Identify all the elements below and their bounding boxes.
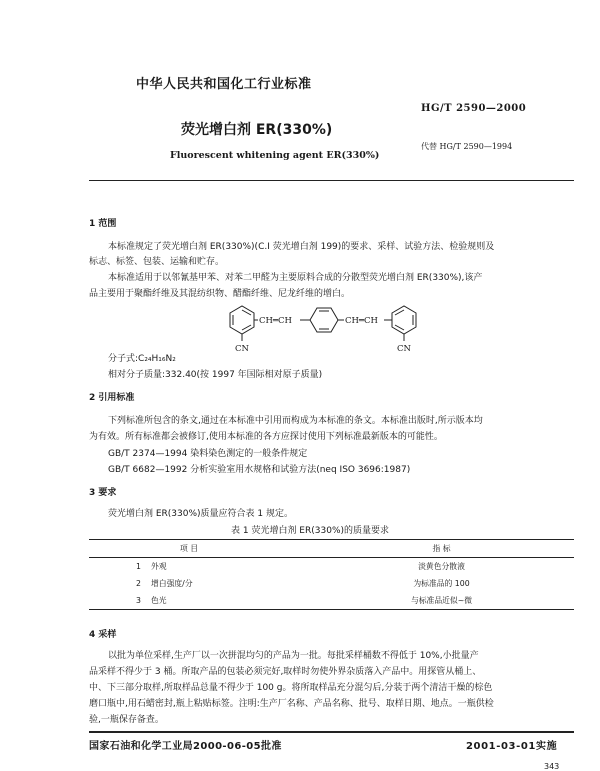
s4-para-line5: 验,一瓶保存备查。	[89, 715, 164, 725]
page-number: 343	[544, 762, 560, 771]
s4-para-line3: 中、下三部分取样,所取样品总量不得少于 100 g。将所取样品充分混匀后,分装于两个清洁干燥的棕色	[89, 683, 493, 693]
cyano-group-left: CN	[235, 344, 249, 354]
table-caption: 表 1 荧光增白剂 ER(330%)的质量要求	[231, 526, 390, 536]
s1-para2-line1: 本标准适用于以邻氰基甲苯、对苯二甲醛为主要原料合成的分散型荧光增白剂 ER(330%),该产	[108, 273, 483, 283]
s4-para-line4: 磨口瓶中,用石蜡密封,瓶上粘贴标签。注明:生产厂名称、产品名称、批号、取样日期、地点。一瓶供检	[89, 699, 494, 709]
s1-para2-line2: 品主要用于聚酯纤维及其混纺织物、醋酯纤维、尼龙纤维的增白。	[89, 289, 351, 299]
reference-standard-1: GB/T 2374—1994 染料染色测定的一般条件规定	[108, 449, 308, 459]
s1-para1-line2: 标志、标签、包装、运输和贮存。	[89, 257, 225, 267]
footer-rule	[89, 731, 574, 733]
row-spec: 为标准品的 100	[413, 579, 470, 588]
header-rule	[89, 180, 574, 181]
issuer-title: 中华人民共和国化工行业标准	[136, 77, 312, 92]
header-spec: 指 标	[432, 544, 451, 553]
standard-number: HG/T 2590—2000	[421, 103, 527, 114]
row-number: 3	[136, 596, 141, 605]
molecular-formula: 分子式:C₂₄H₁₆N₂	[108, 354, 176, 364]
row-item: 增白强度/分	[151, 579, 193, 588]
structural-formula	[0, 301, 600, 361]
replaces-note: 代替 HG/T 2590—1994	[421, 142, 513, 151]
english-title: Fluorescent whitening agent ER(330%)	[170, 150, 380, 161]
molecular-mass: 相对分子质量:332.40(按 1997 年国际相对原子质量)	[108, 370, 323, 380]
quality-requirements-table	[89, 539, 574, 610]
s4-para-line2: 品采样不得少于 3 桶。所取产品的包装必须完好,取样时勿使外界杂质落入产品中。用探管从桶上、	[89, 667, 482, 677]
row-number: 1	[136, 562, 141, 571]
s1-para1-line1: 本标准规定了荧光增白剂 ER(330%)(C.I 荧光增白剂 199)的要求、采样、试验方法、检验规则及	[108, 242, 495, 252]
s2-para-line1: 下列标准所包含的条文,通过在本标准中引用而构成为本标准的条文。本标准出版时,所示版本均	[108, 416, 483, 426]
reference-standard-2: GB/T 6682—1992 分析实验室用水规格和试验方法(neq ISO 3696:1987)	[108, 465, 411, 475]
vinylene-link-left: CH═CH	[259, 316, 292, 326]
row-item: 外观	[151, 562, 167, 571]
middle-benzene-ring	[310, 308, 338, 332]
row-number: 2	[136, 579, 141, 588]
row-item: 色光	[151, 596, 167, 605]
s4-para-line1: 以批为单位采样,生产厂以一次拼混均匀的产品为一批。每批采样桶数不得低于 10%,小批量产	[108, 651, 479, 661]
table-row	[89, 558, 574, 576]
row-spec: 与标准品近似~微	[410, 596, 473, 605]
s3-para: 荧光增白剂 ER(330%)质量应符合表 1 规定。	[108, 509, 294, 519]
section-3-heading: 3 要求	[89, 488, 117, 498]
s2-para-line2: 为有效。所有标准都会被修订,使用本标准的各方应探讨使用下列标准最新版本的可能性。	[89, 432, 443, 442]
section-4-heading: 4 采样	[89, 630, 117, 640]
document-title: 荧光增白剂 ER(330%)	[181, 122, 333, 138]
cyano-group-right: CN	[397, 344, 411, 354]
section-1-heading: 1 范围	[89, 219, 117, 229]
approval-line: 国家石油和化学工业局2000-06-05批准	[89, 741, 282, 752]
header-item: 项 目	[179, 544, 199, 553]
table-header-row	[89, 540, 574, 558]
row-spec: 淡黄色分散液	[418, 562, 465, 571]
effective-date: 2001-03-01实施	[466, 741, 558, 752]
section-2-heading: 2 引用标准	[89, 393, 135, 403]
vinylene-link-right: CH═CH	[345, 316, 378, 326]
table-row	[89, 575, 574, 592]
table-row	[89, 592, 574, 610]
